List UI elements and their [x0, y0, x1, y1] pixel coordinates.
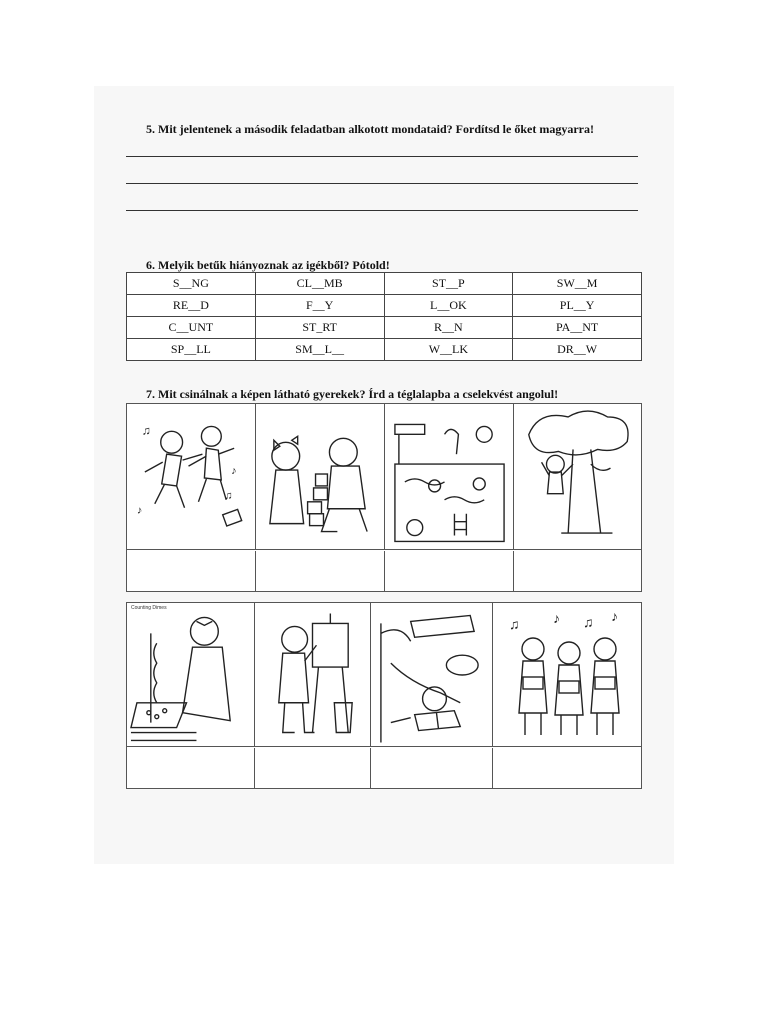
word-cell: ST_RT	[255, 317, 384, 339]
answer-box[interactable]	[385, 551, 514, 591]
svg-text:♪: ♪	[611, 610, 618, 625]
svg-text:♪: ♪	[553, 612, 560, 627]
svg-text:♪: ♪	[231, 465, 237, 478]
svg-text:♫: ♫	[509, 618, 520, 633]
word-cell: CL__MB	[255, 273, 384, 295]
picture-counting-dimes	[127, 603, 255, 746]
picture-reading-book	[371, 603, 493, 746]
word-cell: L__OK	[384, 295, 513, 317]
table-row	[127, 295, 642, 317]
word-cell: ST__P	[384, 273, 513, 295]
task5-heading: 5. Mit jelentenek a második feladatban alkotott mondataid? Fordítsd le őket magyarra!	[146, 122, 594, 136]
missing-letters-table	[126, 272, 642, 361]
answer-box[interactable]	[127, 551, 256, 591]
picture-grid-2	[126, 602, 642, 789]
task7-heading: 7. Mit csinálnak a képen látható gyerekek? Írd a téglalapba a cselekvést angolul!	[146, 387, 559, 401]
word-cell: RE__D	[127, 295, 256, 317]
answer-box[interactable]	[514, 551, 641, 591]
picture-caption: Counting Dimes	[131, 605, 167, 611]
word-cell: SW__M	[513, 273, 642, 295]
task6-heading: 6. Melyik betűk hiányoznak az igékből? Pótold!	[146, 258, 390, 272]
picture-painting-easel	[255, 603, 371, 746]
word-cell: F__Y	[255, 295, 384, 317]
picture-building-blocks	[256, 404, 385, 549]
word-cell: W__LK	[384, 339, 513, 361]
word-cell: PA__NT	[513, 317, 642, 339]
picture-swimming-pool	[385, 404, 514, 549]
picture-singing-carolers	[493, 603, 641, 746]
word-cell: DR__W	[513, 339, 642, 361]
answer-box[interactable]	[256, 551, 385, 591]
picture-climbing-tree	[514, 404, 641, 549]
word-cell: SP__LL	[127, 339, 256, 361]
word-cell: R__N	[384, 317, 513, 339]
word-cell: SM__L__	[255, 339, 384, 361]
table-row	[127, 317, 642, 339]
answer-box[interactable]	[371, 748, 493, 788]
answer-box[interactable]	[255, 748, 371, 788]
picture-grid-1	[126, 403, 642, 592]
svg-text:♫: ♫	[224, 489, 233, 502]
answer-box[interactable]	[127, 748, 255, 788]
svg-text:♫: ♫	[583, 616, 594, 631]
answer-line-3	[126, 210, 638, 211]
word-cell: S__NG	[127, 273, 256, 295]
answer-line-1	[126, 156, 638, 157]
answer-line-2	[126, 183, 638, 184]
svg-text:♫: ♫	[141, 423, 151, 438]
table-row	[127, 273, 642, 295]
table-row	[127, 339, 642, 361]
answer-box[interactable]	[493, 748, 641, 788]
word-cell: C__UNT	[127, 317, 256, 339]
word-cell: PL__Y	[513, 295, 642, 317]
svg-text:♪: ♪	[136, 504, 143, 517]
picture-dancing-children	[127, 404, 256, 549]
